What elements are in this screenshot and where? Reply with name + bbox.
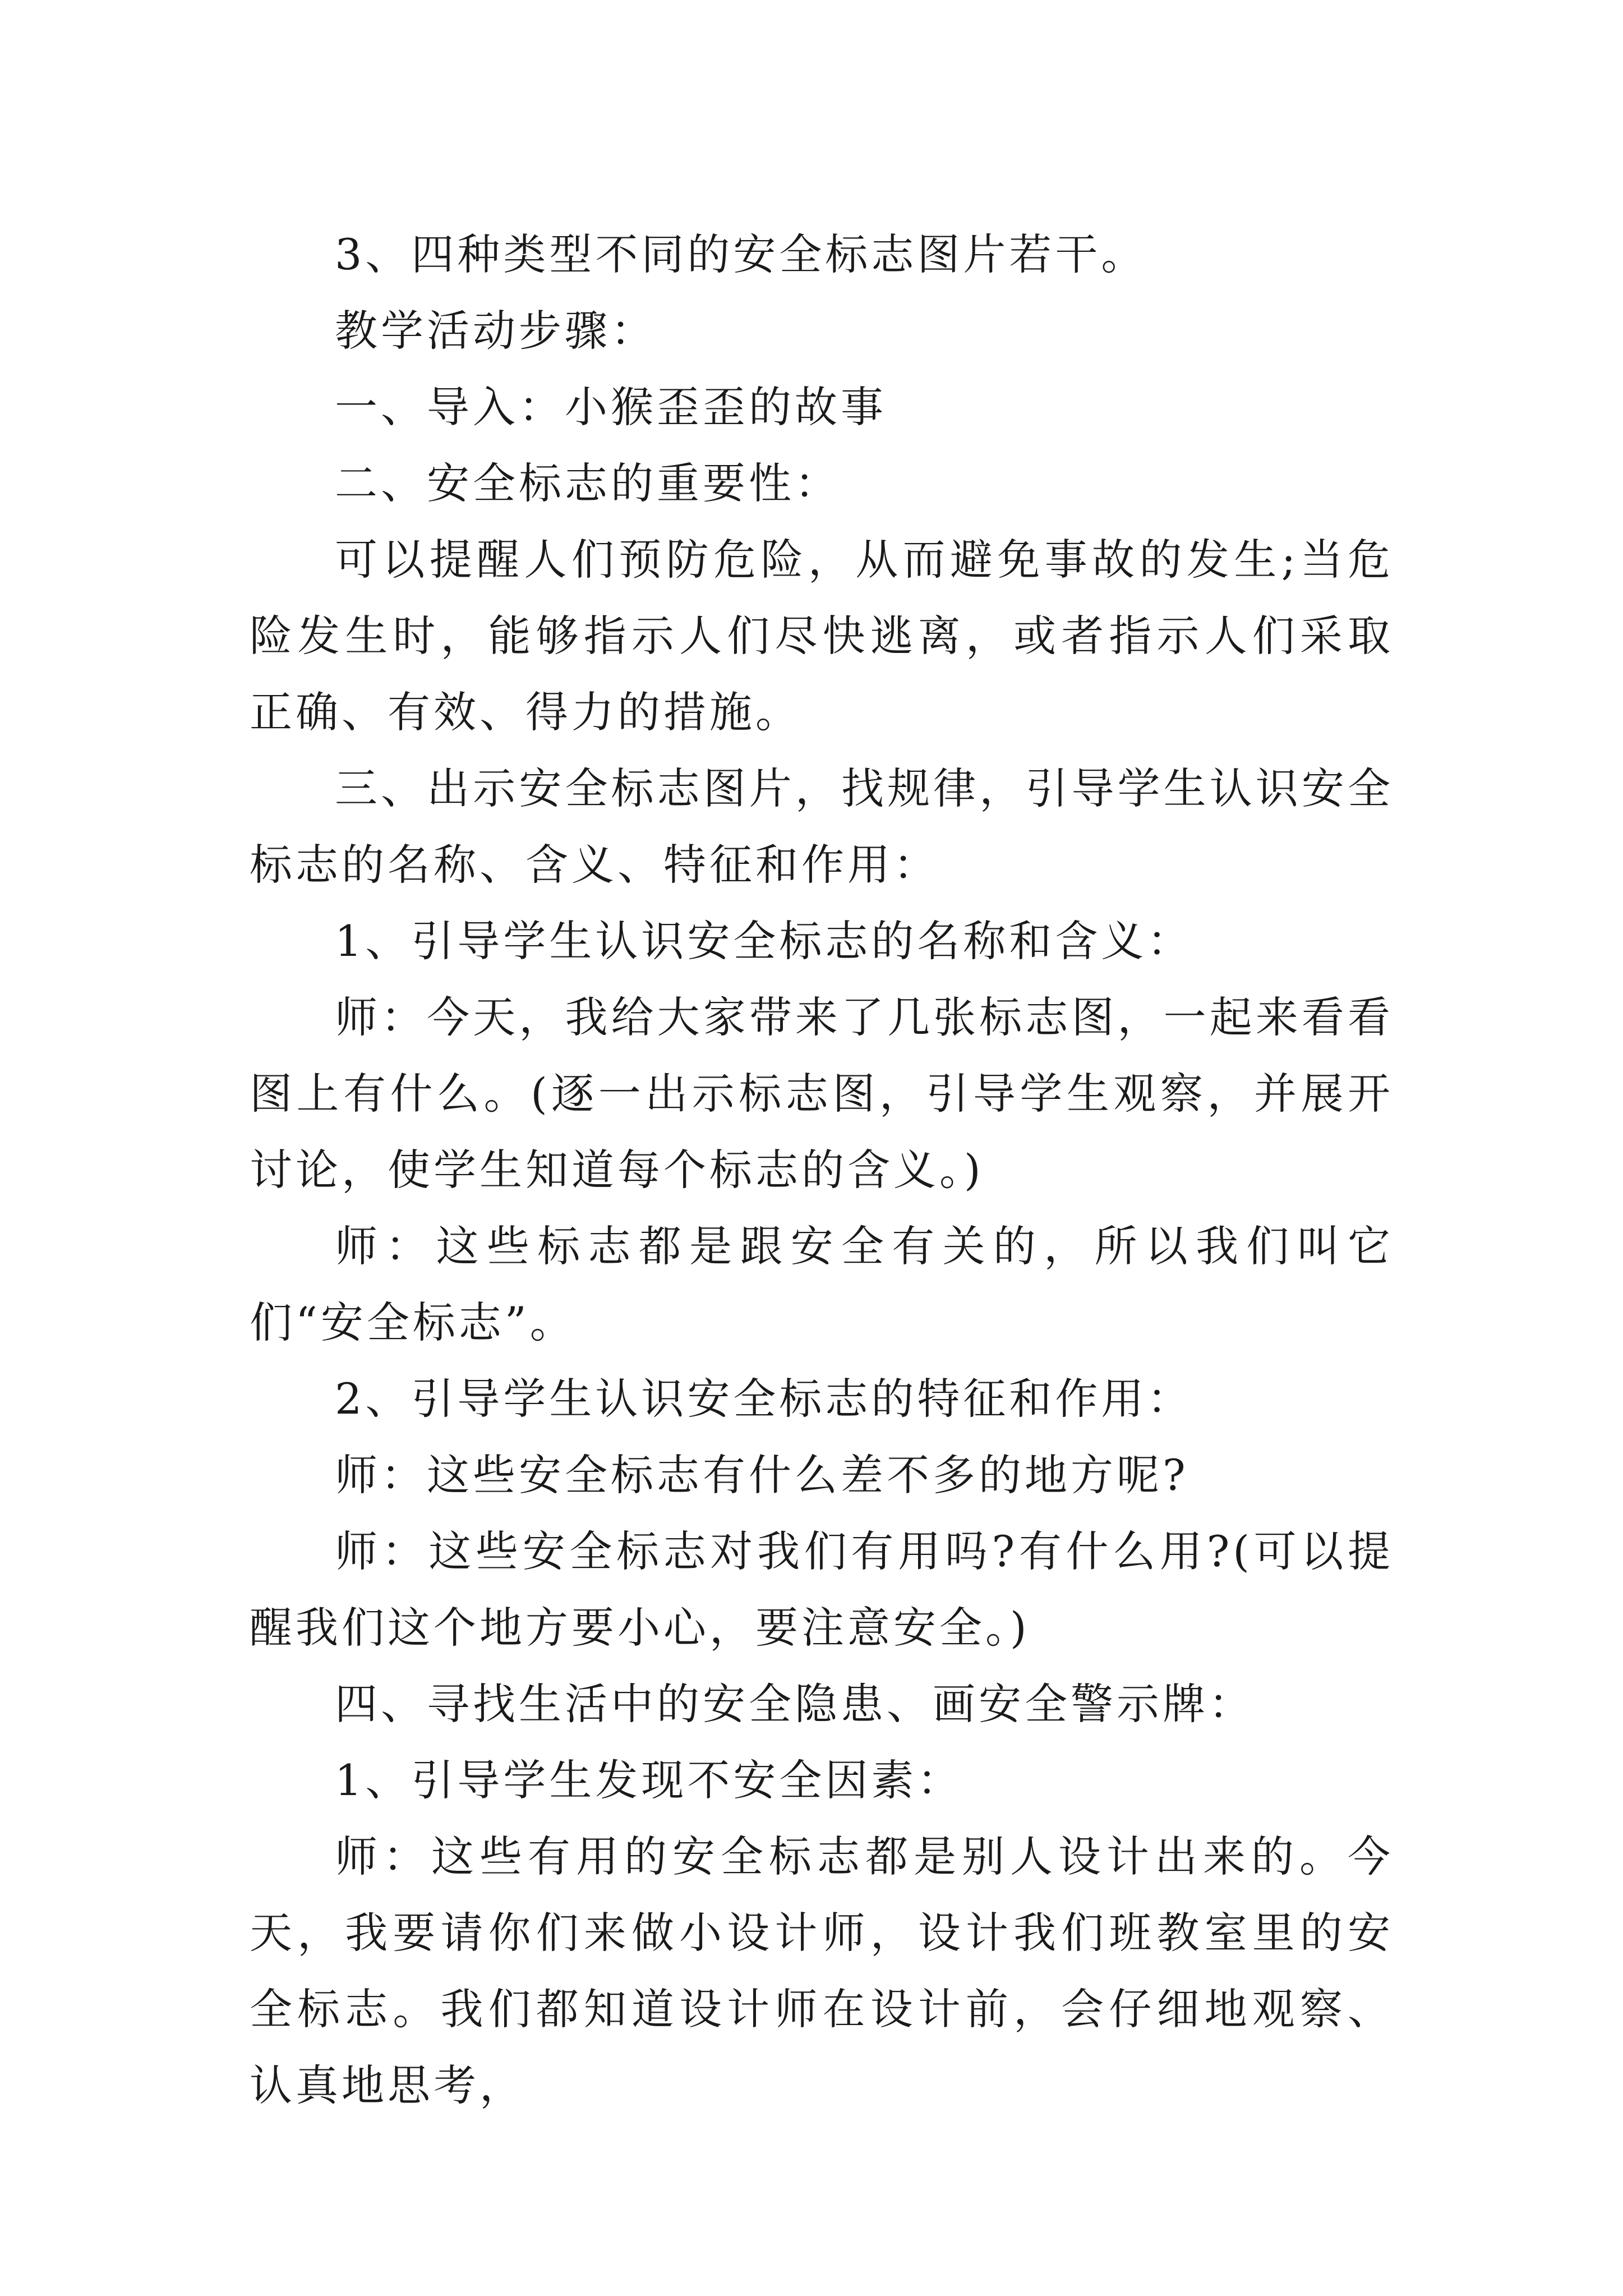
- paragraph-teacher-line-4: 师：这些安全标志对我们有用吗?有什么用?(可以提醒我们这个地方要小心，要注意安全。): [250, 1526, 1394, 1653]
- paragraph-subsection-3-2: 2、引导学生认识安全标志的特征和作用：: [335, 1374, 1193, 1424]
- paragraph-teacher-line-3: 师：这些安全标志有什么差不多的地方呢?: [335, 1450, 1189, 1500]
- paragraph-subsection-4-1: 1、引导学生发现不安全因素：: [335, 1755, 963, 1805]
- document-body: [250, 217, 1394, 2124]
- paragraph-section-2-body: 可以提醒人们预防危险，从而避免事故的发生;当危险发生时，能够指示人们尽快逃离，或者指示人们采取正确、有效、得力的措施。: [250, 535, 1394, 737]
- paragraph-materials-item-3: 3、四种类型不同的安全标志图片若干。: [335, 229, 1147, 279]
- paragraph-steps-heading: 教学活动步骤：: [335, 306, 657, 356]
- paragraph-teacher-line-2: 师：这些标志都是跟安全有关的，所以我们叫它们“安全标志”。: [250, 1221, 1394, 1347]
- paragraph-section-1-heading: 一、导入：小猴歪歪的故事: [335, 382, 887, 432]
- paragraph-section-3-heading: 三、出示安全标志图片，找规律，引导学生认识安全标志的名称、含义、特征和作用：: [250, 763, 1394, 890]
- paragraph-section-4-heading: 四、寻找生活中的安全隐患、画安全警示牌：: [335, 1679, 1255, 1729]
- paragraph-section-2-heading: 二、安全标志的重要性：: [335, 458, 841, 508]
- paragraph-subsection-3-1: 1、引导学生认识安全标志的名称和含义：: [335, 916, 1193, 966]
- paragraph-teacher-line-5: 师：这些有用的安全标志都是别人设计出来的。今天，我要请你们来做小设计师，设计我们班教室里的安全标志。我们都知道设计师在设计前，会仔细地观察、认真地思考，: [250, 1832, 1394, 2110]
- paragraph-teacher-line-1: 师：今天，我给大家带来了几张标志图，一起来看看图上有什么。(逐一出示标志图，引导学生观察，并展开讨论，使学生知道每个标志的含义。): [250, 992, 1394, 1195]
